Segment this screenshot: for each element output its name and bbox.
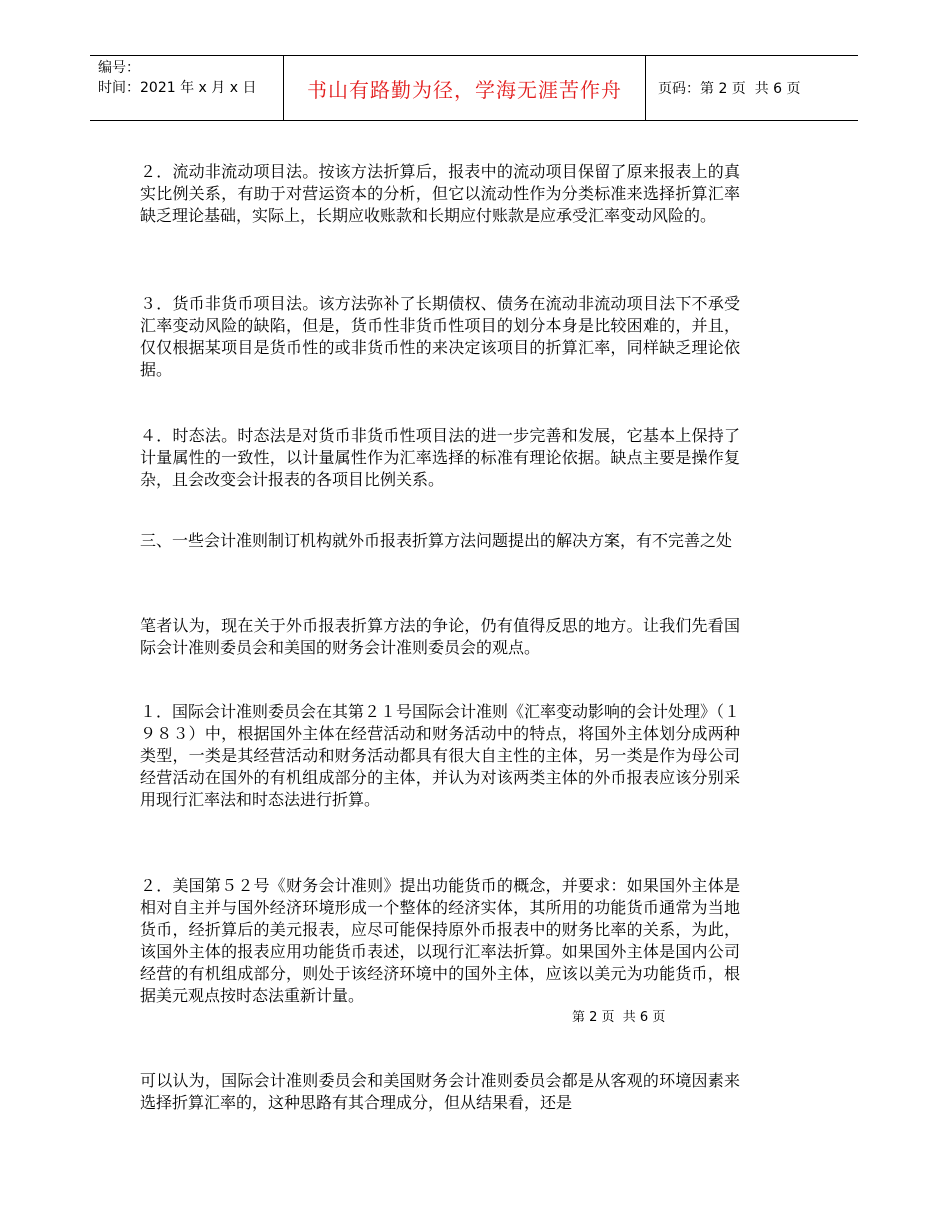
paragraph-author-view: 笔者认为，现在关于外币报表折算方法的争论，仍有值得反思的地方。让我们先看国际会计准则委员会和美国的财务会计准则委员会的观点。 [140,616,740,657]
paragraph-conclusion: 可以认为，国际会计准则委员会和美国财务会计准则委员会都是从客观的环境因素来选择折算汇率的，这种思路有其合理成分，但从结果看，还是 [140,1071,740,1112]
document-number-label: 编号： [98,60,140,76]
section-heading-three: 三、一些会计准则制订机构就外币报表折算方法问题提出的解决方案，有不完善之处 [140,531,733,550]
paragraph-current-noncurrent-method: ２．流动非流动项目法。按该方法折算后，报表中的流动项目保留了原来报表上的真实比例关系，有助于对营运资本的分析，但它以流动性作为分类标准来选择折算汇率缺乏理论基础，实际上，长期应收账款和长期应付账款是应承受汇率变动风险的。 [140,162,740,225]
document-time-label: 时间：2021 年 x 月 x 日 [98,80,257,96]
header-page-info-text: 页码：第 2 页 共 6 页 [658,81,801,97]
paragraph-iasc-standard-21: １．国际会计准则委员会在其第２１号国际会计准则《汇率变动影响的会计处理》（１９８３）中，根据国外主体在经营活动和财务活动中的特点，将国外主体划分成两种类型，一类是其经营活动和财务活动都具有很大自主性的主体，另一类是作为母公司经营活动在国外的有机组成部分的主体，并认为对该两类主体的外币报表应该分别采用现行汇率法和时态法进行折算。 [140,702,741,809]
paragraph-fasb-standard-52: ２．美国第５２号《财务会计准则》提出功能货币的概念，并要求：如果国外主体是相对自主并与国外经济环境形成一个整体的经济实体，其所用的功能货币通常为当地货币，经折算后的美元报表，应尽可能保持原外币报表中的财务比率的关系，为此，该国外主体的报表应用功能货币表述，以现行汇率法折算。如果国外主体是国内公司经营的有机组成部分，则处于该经济环境中的国外主体，应该以美元为功能货币，根据美元观点按时态法重新计量。 [140,876,740,1005]
header-motto: 书山有路勤为径，学海无涯苦作舟 [283,56,646,120]
page-header [90,55,858,121]
header-meta [90,56,283,120]
paragraph-monetary-nonmonetary-method: ３．货币非货币项目法。该方法弥补了长期债权、债务在流动非流动项目法下不承受汇率变动风险的缺陷，但是，货币性非货币性项目的划分本身是比较困难的，并且，仅仅根据某项目是货币性的或非货币性的来决定该项目的折算汇率，同样缺乏理论依据。 [140,294,740,379]
header-page-info [646,56,858,120]
page-number-footer: 第 2 页 共 6 页 [572,1010,666,1025]
paragraph-temporal-method: ４．时态法。时态法是对货币非货币性项目法的进一步完善和发展，它基本上保持了计量属性的一致性，以计量属性作为汇率选择的标准有理论依据。缺点主要是操作复杂，且会改变会计报表的各项目比例关系。 [140,426,740,489]
